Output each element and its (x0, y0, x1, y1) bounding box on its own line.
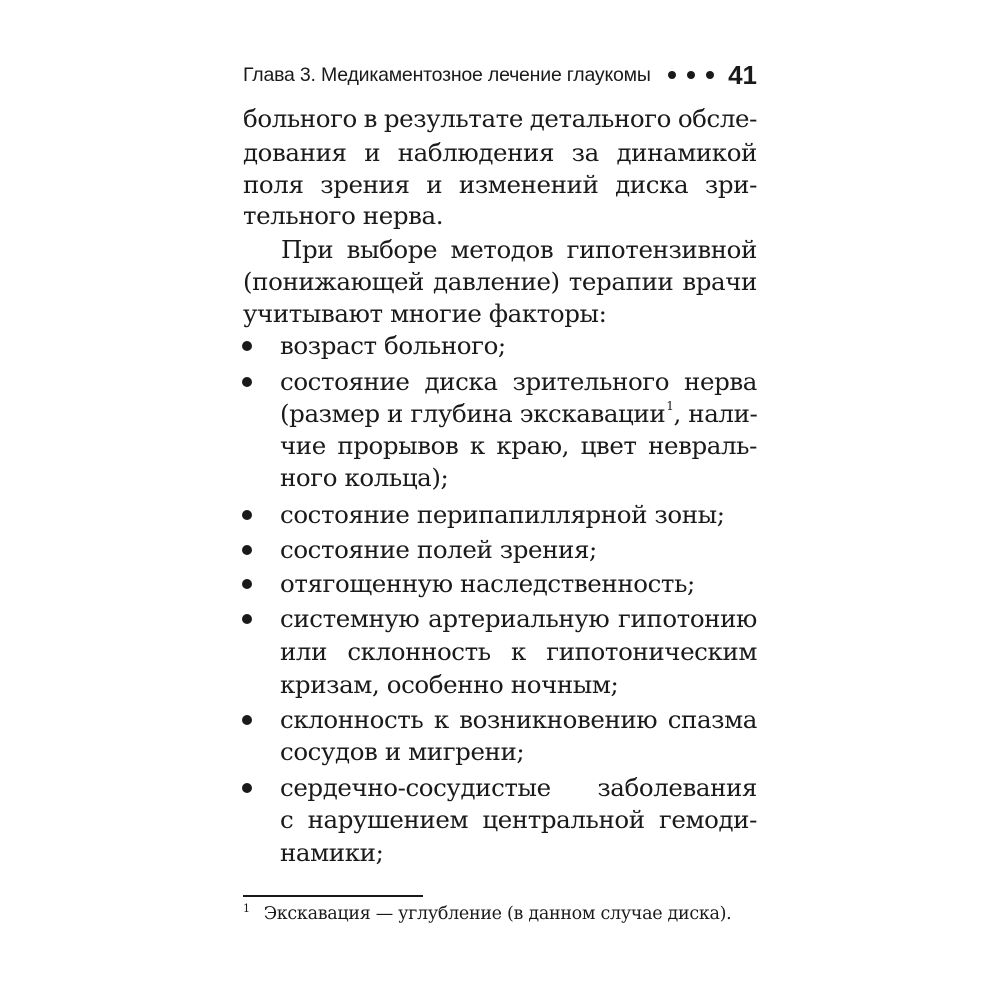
footnote-reference: 1 (666, 399, 674, 413)
word: (понижающей (243, 267, 424, 296)
word: изменений (458, 170, 599, 199)
word: наблюдения (397, 138, 555, 167)
word: или (280, 637, 328, 666)
text-fragment: , нали- (673, 399, 758, 428)
word: артериальную (428, 604, 610, 633)
word: состояние (280, 367, 410, 396)
word: нерва (684, 367, 757, 396)
word: центральной (482, 805, 645, 834)
word: с (280, 805, 294, 834)
word: склонность (347, 637, 491, 666)
bullet-icon (242, 783, 252, 793)
footnote-mark: 1 (243, 902, 250, 915)
text-fragment: (размер и глубина экскавации (280, 399, 666, 428)
word: дования (243, 138, 347, 167)
separator-dot (687, 71, 695, 79)
list-item-line: ного кольца); (280, 463, 449, 492)
word: При (281, 235, 334, 264)
word: и (364, 138, 381, 167)
word: гипотензивной (566, 235, 757, 264)
list-item-line: кризам, особенно ночным; (280, 670, 619, 699)
list-item-line (280, 704, 757, 736)
word: и (426, 170, 443, 199)
word: терапии (568, 267, 674, 296)
paragraph-line (243, 137, 757, 169)
word: сердечно-сосудистые (280, 773, 551, 802)
paragraph-line: учитывают многие факторы: (243, 299, 607, 328)
word: диска (424, 367, 498, 396)
list-item-line (280, 636, 757, 668)
list-item-line: намики; (280, 838, 384, 867)
list-item-line: возраст больного; (280, 331, 506, 360)
word: гипотонию (618, 604, 757, 633)
word: цвет (580, 431, 637, 460)
bullet-icon (242, 614, 252, 624)
word: чие (280, 431, 326, 460)
word: возникновению (459, 705, 658, 734)
word: в (363, 104, 378, 133)
word: гипотоническим (546, 637, 757, 666)
word: нарушением (307, 805, 469, 834)
bullet-icon (242, 510, 252, 520)
running-head (243, 58, 757, 92)
word: выборе (346, 235, 438, 264)
word: за (571, 138, 599, 167)
word: детального (529, 104, 672, 133)
word: поля (243, 170, 304, 199)
word: врачи (682, 267, 757, 296)
list-item-line (280, 804, 757, 836)
word: диска (615, 170, 689, 199)
list-item-line (280, 366, 757, 398)
paragraph-line (243, 266, 757, 298)
word: гемоди- (658, 805, 757, 834)
paragraph-line (243, 103, 757, 135)
word: к (511, 637, 526, 666)
word: к (433, 705, 449, 734)
word: обсле- (677, 104, 757, 133)
bullet-icon (242, 545, 252, 555)
list-item-line: сосудов и мигрени; (280, 737, 525, 766)
word: давление) (433, 267, 560, 296)
word: склонность (280, 705, 424, 734)
footnote-divider (243, 895, 423, 897)
separator-dot (706, 71, 714, 79)
list-item-line: отягощенную наследственность; (280, 569, 695, 598)
paragraph-line (243, 169, 757, 201)
bullet-icon (242, 715, 252, 725)
chapter-title: Глава 3. Медикаментозное лечение глаукомы (243, 63, 651, 86)
word: зрительного (512, 367, 670, 396)
paragraph-line (281, 234, 757, 266)
bullet-icon (242, 341, 252, 351)
word: зри- (704, 170, 757, 199)
word: к (469, 431, 485, 460)
word: невраль- (648, 431, 757, 460)
page-number: 41 (728, 59, 757, 90)
paragraph-line: тельного нерва. (243, 201, 444, 230)
word: больного (243, 104, 357, 133)
list-item-line (280, 772, 757, 804)
word: динамикой (616, 138, 757, 167)
word: краю, (496, 431, 570, 460)
word: прорывов (337, 431, 459, 460)
word: методов (450, 235, 554, 264)
list-item-line (280, 430, 757, 462)
word: заболевания (597, 773, 757, 802)
word: системную (280, 604, 420, 633)
list-item-line: состояние перипапиллярной зоны; (280, 500, 725, 529)
bullet-icon (242, 579, 252, 589)
separator-dot (668, 71, 676, 79)
separator-dots (657, 71, 714, 79)
running-head-right (657, 60, 757, 91)
word: зрения (320, 170, 410, 199)
list-item-line: состояние полей зрения; (280, 535, 597, 564)
list-item-line (280, 398, 757, 430)
word: спазма (667, 705, 757, 734)
list-item-line (280, 603, 757, 635)
word: результате (383, 104, 523, 133)
bullet-icon (242, 377, 252, 387)
footnote (243, 901, 731, 927)
footnote-text: Экскавация — углубление (в данном случае диска). (263, 904, 732, 924)
